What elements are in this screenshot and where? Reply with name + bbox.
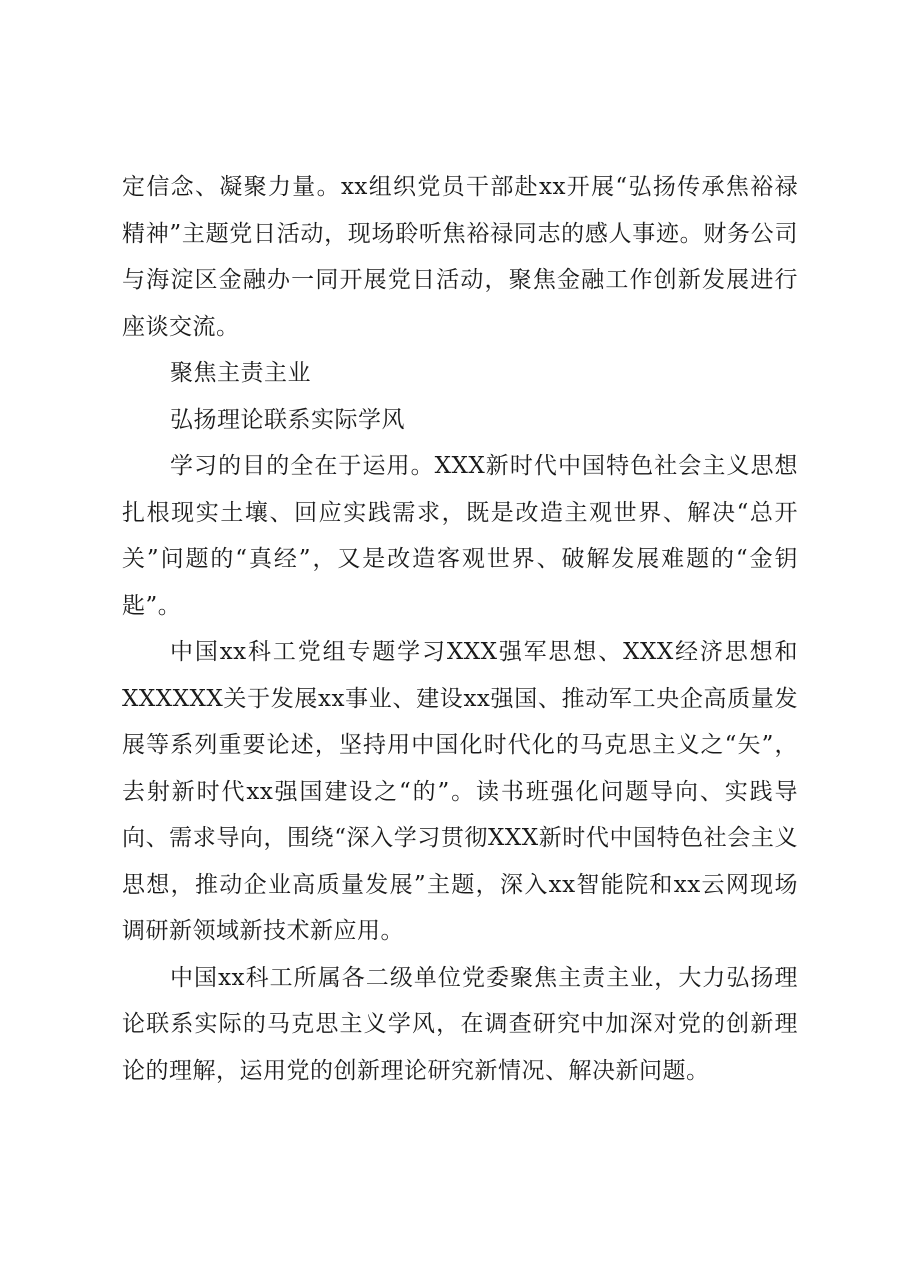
paragraph: 中国xx科工党组专题学习XXX强军思想、XXX经济思想和XXXXXX关于发展xx事业、建设xx强国、推动军工央企高质量发展等系列重要论述，坚持用中国化时代化的马克思主义之“矢”，去射新时代xx强国建设之“的”。读书班强化问题导向、实践导向、需求导向，围绕“深入学习贯彻XXX新时代中国特色社会主义思想，推动企业高质量发展”主题，深入xx智能院和xx云网现场调研新领域新技术新应用。 xyxy=(122,639,798,944)
paragraph: 学习的目的全在于运用。XXX新时代中国特色社会主义思想扎根现实土壤、回应实践需求，既是改造主观世界、解决“总开关”问题的“真经”，又是改造客观世界、破解发展难题的“金钥匙”。 xyxy=(122,453,798,619)
section-subheading: 弘扬理论联系实际学风 xyxy=(170,406,405,433)
section-heading: 聚焦主责主业 xyxy=(170,360,311,386)
paragraph: 中国xx科工所属各二级单位党委聚焦主责主业，大力弘扬理论联系实际的马克思主义学风，在调查研究中加深对党的创新理论的理解，运用党的创新理论研究新情况、解决新问题。 xyxy=(122,964,798,1084)
document-body xyxy=(122,164,798,1094)
paragraph-continuation: 定信念、凝聚力量。xx组织党员干部赴xx开展“弘扬传承焦裕禄精神”主题党日活动，现场聆听焦裕禄同志的感人事迹。财务公司与海淀区金融办一同开展党日活动，聚焦金融工作创新发展进行座谈交流。 xyxy=(122,174,798,340)
